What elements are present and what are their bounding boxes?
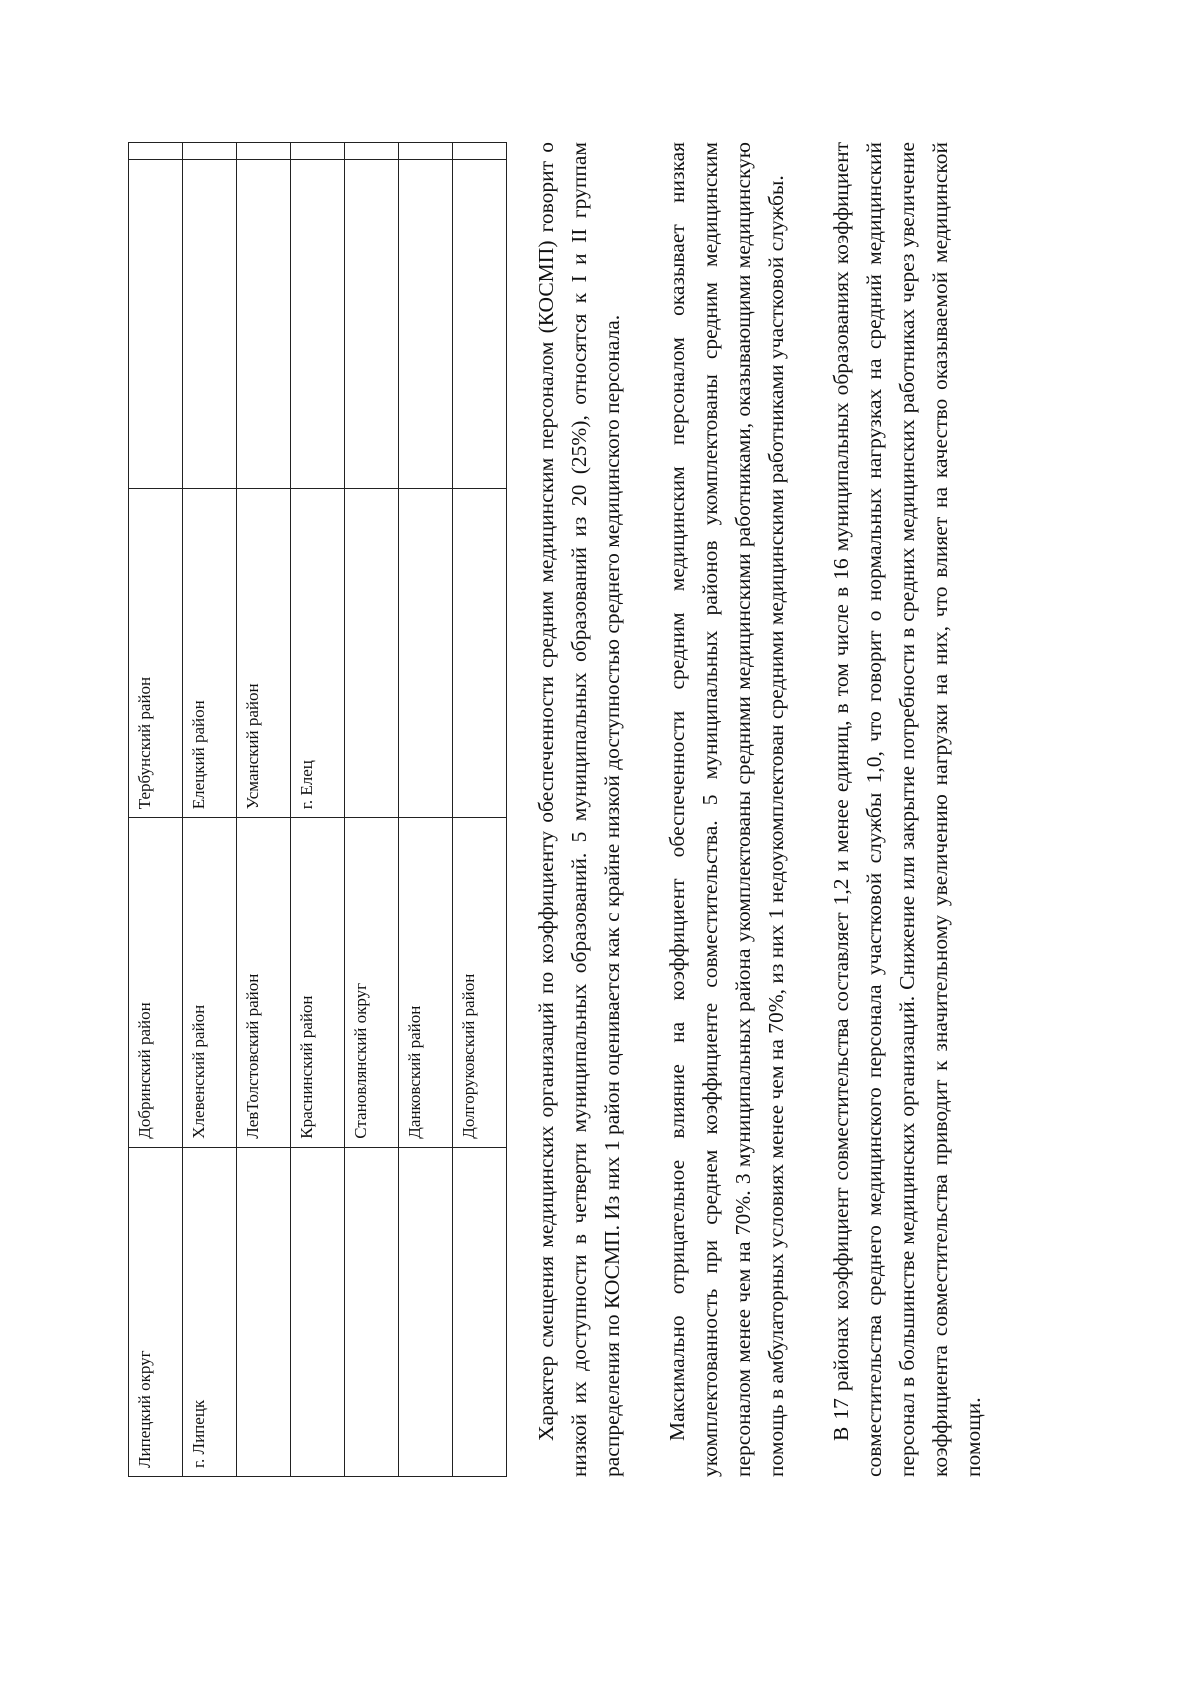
table-row bbox=[183, 143, 237, 1477]
table-cell bbox=[129, 160, 183, 489]
table-cell bbox=[183, 143, 237, 160]
table-cell bbox=[237, 1147, 291, 1476]
table-cell: Елецкий район bbox=[183, 488, 237, 817]
table-cell bbox=[399, 1147, 453, 1476]
table-cell bbox=[453, 143, 507, 160]
table-row bbox=[399, 143, 453, 1477]
table-cell: Тербунский район bbox=[129, 488, 183, 817]
table-cell bbox=[453, 488, 507, 817]
table-cell bbox=[237, 143, 291, 160]
table-row bbox=[291, 143, 345, 1477]
table-cell bbox=[237, 160, 291, 489]
table-cell: Данковский район bbox=[399, 818, 453, 1147]
table-cell bbox=[453, 1147, 507, 1476]
paragraph-staffing-impact: Максимально отрицательное влияние на коэффициент обеспеченности средним медицинским персоналом оказывает низкая укомплектованность при среднем коэффициенте совместительства. 5 муниципальных районов укомплектованы средним медицинским персоналом менее чем на 70%. 3 муниципальных района укомплектованы средними медицинскими работниками, оказывающими медицинскую помощь в амбулаторных условиях менее чем на 70%, из них 1 недоукомплектован средними медицинскими работниками участковой службы. bbox=[665, 142, 788, 1477]
table-cell bbox=[345, 1147, 399, 1476]
table-cell bbox=[291, 143, 345, 160]
paragraph-combination-coefficient: В 17 районах коэффициент совместительства составляет 1,2 и менее единиц, в том числе в 16 муниципальных образованиях коэффициент совместительства среднего медицинского персонала участковой службы 1,0, что говорит о нормальных нагрузках на средний медицинский персонал в большинстве медицинских организаций. Снижение или закрытие потребности в средних медицинских работниках через увеличение коэффициента совместительства приводит к значительному увеличению нагрузки на них, что влияет на качество оказываемой медицинской помощи. bbox=[829, 142, 985, 1477]
table-cell: ЛевТолстовский район bbox=[237, 818, 291, 1147]
table-cell bbox=[291, 160, 345, 489]
table-cell: Добринский район bbox=[129, 818, 183, 1147]
table-cell bbox=[129, 143, 183, 160]
table-cell bbox=[399, 160, 453, 489]
table-cell: Становлянский округ bbox=[345, 818, 399, 1147]
table-cell bbox=[183, 160, 237, 489]
table-cell bbox=[291, 1147, 345, 1476]
table-cell: Долгоруковский район bbox=[453, 818, 507, 1147]
table-cell bbox=[345, 143, 399, 160]
region-grouping-table bbox=[128, 142, 507, 1477]
table-cell: г. Елец bbox=[291, 488, 345, 817]
table-row bbox=[345, 143, 399, 1477]
table-row bbox=[453, 143, 507, 1477]
table-cell bbox=[345, 488, 399, 817]
table-cell bbox=[399, 488, 453, 817]
table-cell: Краснинский район bbox=[291, 818, 345, 1147]
table-cell: г. Липецк bbox=[183, 1147, 237, 1476]
table-cell: Усманский район bbox=[237, 488, 291, 817]
body-text bbox=[530, 142, 1022, 1477]
table-cell bbox=[399, 143, 453, 160]
table-cell bbox=[453, 160, 507, 489]
table-cell bbox=[345, 160, 399, 489]
table-row bbox=[237, 143, 291, 1477]
table-cell: Липецкий округ bbox=[129, 1147, 183, 1476]
paragraph-kosmp-distribution: Характер смещения медицинских организаций по коэффициенту обеспеченности средним медицинским персоналом (КОСМП) говорит о низкой их доступности в четверти муниципальных образований. 5 муниципальных образований из 20 (25%), относятся к I и II группам распределения по КОСМП. Из них 1 район оценивается как с крайне низкой доступностью среднего медицинского персонала. bbox=[534, 142, 624, 1477]
table-cell: Хлевенский район bbox=[183, 818, 237, 1147]
table-row bbox=[129, 143, 183, 1477]
